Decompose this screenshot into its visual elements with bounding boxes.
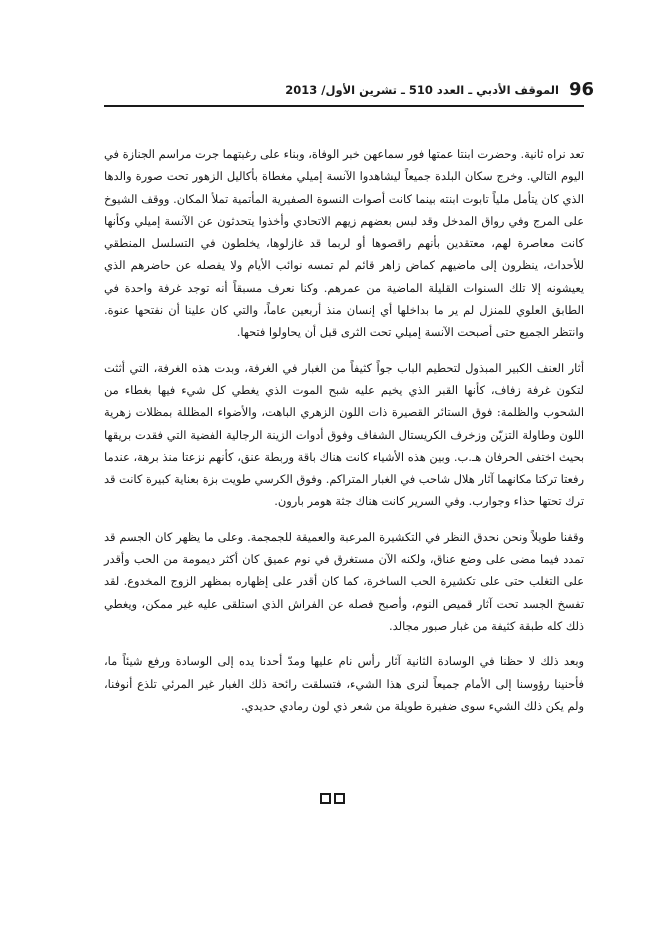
paragraph: تعد نراه ثانية. وحضرت ابنتا عمتها فور سماعهن خبر الوفاة، وبناء على رغبتهما جرت مراسم الجنازة في اليوم التالي. وخرج سكان البلدة جميعاً ليشاهدوا الآنسة إميلي مغطاة بأكاليل الزهور تحت صورة والدها الذي كان يتأمل ملياً تابوت ابنته بينما كانت أصوات النسوة الصفيرية المأتمية تملأ المكان. ووقف الشيوخ على المرج وفي رواق المدخل وقد لبس بعضهم زيهم الاتحادي وأخذوا يتحدثون عن الآنسة إميلي وكأنها كانت معاصرة لهم، معتقدين بأنهم راقصوها أو لربما قد غازلوها، يخلطون في التسلسل المنطقي للأحداث، ينظرون إلى ماضيهم كماض زاهر قائم لم تمسه نوائب الأيام ولا يفصله عن حاضرهم الذي يعيشونه إلا تلك السنوات القليلة الماضية من عمرهم. وكنا نعرف مسبقاً أنه توجد غرفة واحدة في الطابق العلوي للمنزل لم ير ما بداخلها أي إنسان منذ أربعين عاماً، والتي كان علينا أن نفتحها عنوة. وانتظر الجميع حتى أصبحت الآنسة إميلي تحت الثرى قبل أن يحاولوا فتحها. xyxy=(104,147,584,340)
paragraph: وبعد ذلك لا حظنا في الوسادة الثانية آثار رأس نام عليها ومدّ أحدنا يده إلى الوسادة ورفع شيئاً ما، فأحنينا رؤوسنا إلى الأمام جميعاً لنرى هذا الشيء، فتسلقت رائحة ذلك الغبار غير المرئي تلذع أنوفنا، ولم يكن ذلك الشيء سوى ضفيرة طويلة من شعر ذي لون رمادي حديدي. xyxy=(104,654,584,713)
header-rule xyxy=(104,105,584,107)
paragraph: أثار العنف الكبير المبذول لتحطيم الباب جواً كثيفاً من الغبار في الغرفة، وبدت هذه الغرفة، التي أثثت لتكون غرفة زفاف، كأنها القبر الذي يخيم عليه شبح الموت الذي يغطي كل شيء فيها بغطاء من الشحوب والظلمة: فوق الستائر القصيرة ذات اللون الزهري الباهت، والأضواء المظللة بمظلات زهرية اللون وطاولة التزيّن وزخرف الكريستال الشفاف وفوق أدوات الزينة الرجالية الفضية التي فقدت بريقها بحيث اختفى الحرفان هـ.ب. وبين هذه الأشياء كانت هناك باقة وربطة عنق، كأنهم نزعتا منذ برهة، عندما رفعتا تركتا مكانهما آثار هلال شاحب في الغبار المتراكم. وفوق الكرسي طويت بزة بعناية كبيرة كانت قد ترك تحتها حذاء وجوارب. وفي السرير كانت هناك جثة هومر بارون. xyxy=(104,360,584,509)
square-icon xyxy=(334,793,345,804)
article-body xyxy=(104,143,584,730)
square-icon xyxy=(320,793,331,804)
running-head: الموقف الأدبي ـ العدد 510 ـ تشرين الأول/ 2013 xyxy=(285,83,559,97)
paragraph: وقفنا طويلاً ونحن نحدق النظر في التكشيرة المرعبة والعميقة للجمجمة. وعلى ما يظهر كان الجسم قد تمدد فيما مضى على وضع عناق، ولكنه الآن مستغرق في نوم عميق كان أكثر ديمومة من الحب وأقدر على التغلب حتى على تكشيرة الحب الساخرة، كما كان أقدر على إظهاره بمظهر الزوج المخدوع. لقد تفسخ الجسد تحت آثار قميص النوم، وأصبح فصله عن الفراش الذي استلقى عليه غير ممكن، ويغطي ذلك كله طبقة كثيفة من غبار صبور مجالد. xyxy=(104,529,584,633)
end-ornament-icon xyxy=(320,793,345,804)
page-header xyxy=(104,78,594,102)
page-number: 96 xyxy=(568,79,594,100)
